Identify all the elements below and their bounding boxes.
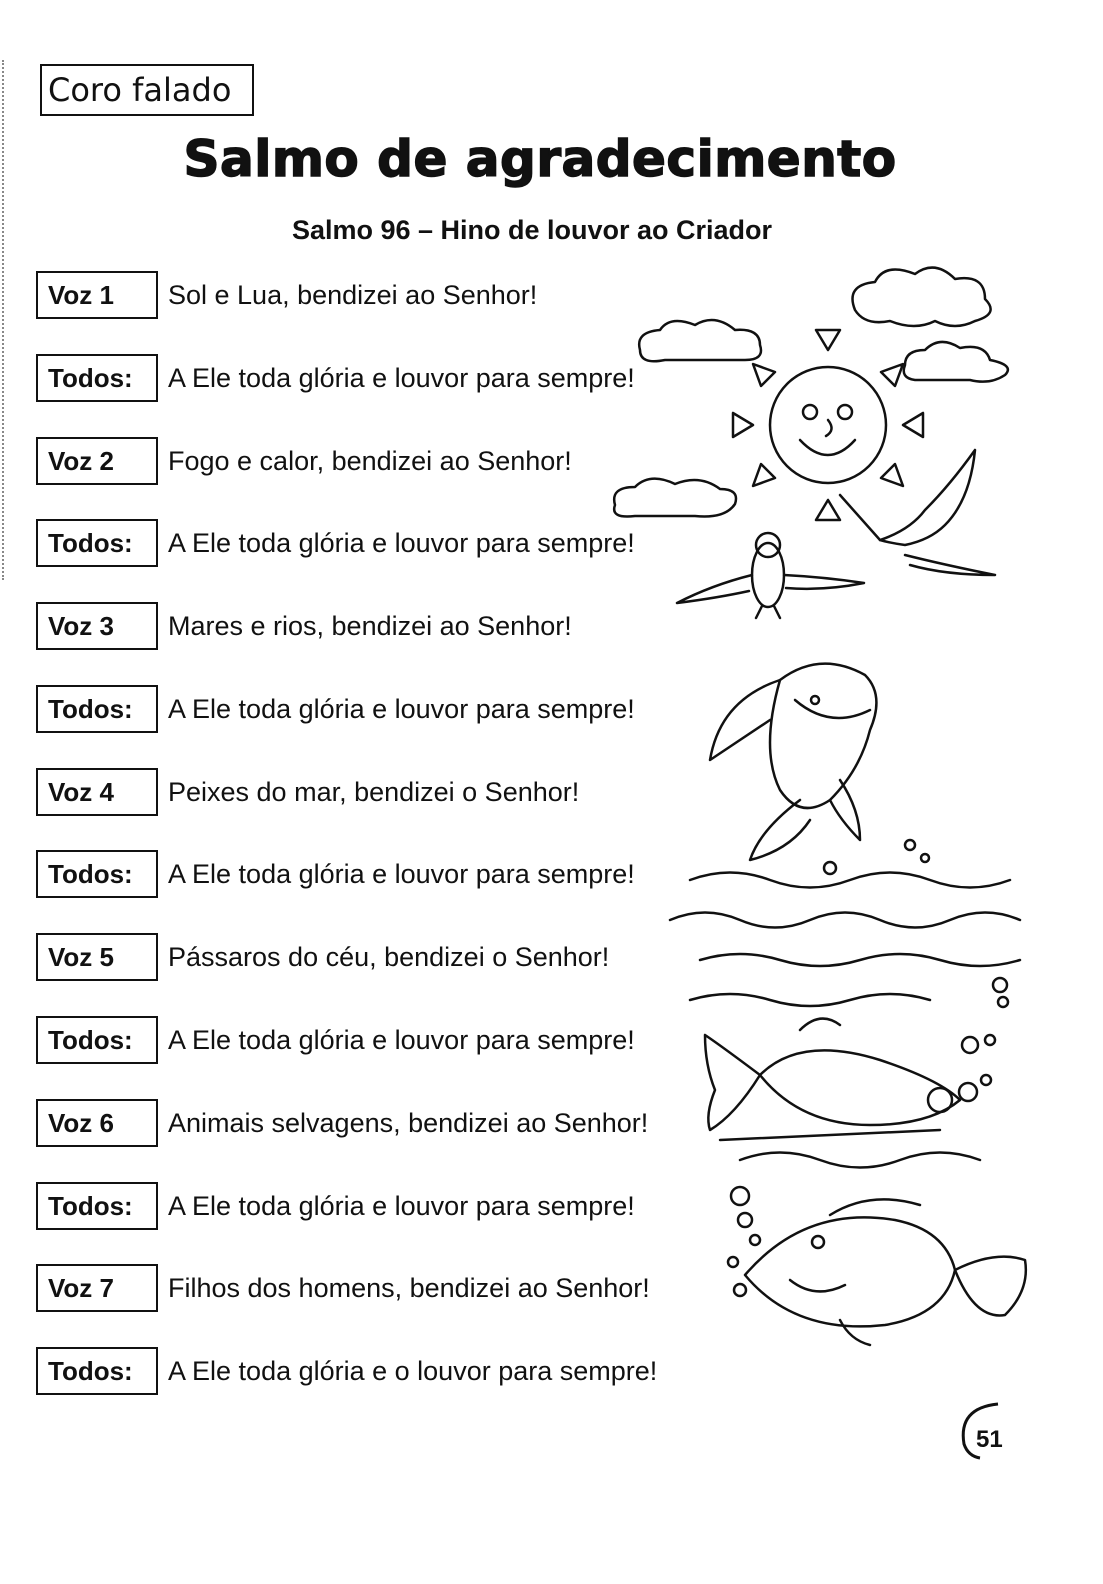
- choral-line: [36, 353, 635, 403]
- choral-line: [36, 849, 635, 899]
- voice-label: Todos:: [36, 685, 158, 733]
- line-text: Filhos dos homens, bendizei ao Senhor!: [168, 1272, 650, 1303]
- voice-label: Voz 2: [36, 437, 158, 485]
- line-text: A Ele toda glória e louvor para sempre!: [168, 362, 635, 393]
- voice-label: Todos:: [36, 354, 158, 402]
- margin-rule: [2, 60, 4, 580]
- voice-label: Voz 3: [36, 602, 158, 650]
- voice-label: Voz 4: [36, 768, 158, 816]
- voice-label: Todos:: [36, 1182, 158, 1230]
- cloud-icon: [639, 320, 761, 361]
- voice-label: Voz 5: [36, 933, 158, 981]
- choral-line: [36, 1263, 650, 1313]
- choral-line: [36, 1346, 657, 1396]
- line-text: Sol e Lua, bendizei ao Senhor!: [168, 279, 538, 310]
- line-text: A Ele toda glória e louvor para sempre!: [168, 858, 635, 889]
- line-text: Mares e rios, bendizei ao Senhor!: [168, 610, 572, 641]
- line-text: Pássaros do céu, bendizei o Senhor!: [168, 941, 610, 972]
- fish-icon: [710, 664, 876, 860]
- choral-line: [36, 932, 609, 982]
- voice-label: Todos:: [36, 519, 158, 567]
- line-text: Animais selvagens, bendizei ao Senhor!: [168, 1107, 649, 1138]
- choral-line: [36, 767, 579, 817]
- choral-line: [36, 1015, 635, 1065]
- voice-label: Voz 6: [36, 1099, 158, 1147]
- nature-illustration: [600, 260, 1060, 1380]
- choral-line: [36, 601, 572, 651]
- cloud-icon: [853, 268, 991, 326]
- voice-label: Todos:: [36, 1347, 158, 1395]
- cloud-icon: [614, 479, 736, 517]
- section-tag: Coro falado: [40, 64, 254, 116]
- bird-icon: [677, 533, 864, 618]
- voice-label: Voz 7: [36, 1264, 158, 1312]
- bird-icon: [840, 450, 995, 575]
- sun-icon: [733, 330, 923, 520]
- page-number: 51: [976, 1426, 1003, 1453]
- choral-line: [36, 518, 635, 568]
- page-title: Salmo de agradecimento: [183, 130, 897, 188]
- line-text: A Ele toda glória e louvor para sempre!: [168, 1024, 635, 1055]
- fish-icon: [705, 1019, 960, 1130]
- choral-line: [36, 436, 572, 486]
- cloud-icon: [904, 342, 1008, 382]
- line-text: A Ele toda glória e louvor para sempre!: [168, 527, 635, 558]
- choral-line: [36, 1098, 648, 1148]
- choral-line: [36, 684, 635, 734]
- line-text: A Ele toda glória e louvor para sempre!: [168, 1190, 635, 1221]
- page-subtitle: Salmo 96 – Hino de louvor ao Criador: [291, 215, 773, 245]
- choral-line: [36, 1181, 635, 1231]
- line-text: Peixes do mar, bendizei o Senhor!: [168, 776, 580, 807]
- choral-line: [36, 270, 537, 320]
- voice-label: Todos:: [36, 1016, 158, 1064]
- voice-label: Todos:: [36, 850, 158, 898]
- voice-label: Voz 1: [36, 271, 158, 319]
- line-text: A Ele toda glória e o louvor para sempre!: [168, 1355, 658, 1386]
- fish-icon: [745, 1199, 1026, 1345]
- line-text: A Ele toda glória e louvor para sempre!: [168, 693, 635, 724]
- line-text: Fogo e calor, bendizei ao Senhor!: [168, 445, 572, 476]
